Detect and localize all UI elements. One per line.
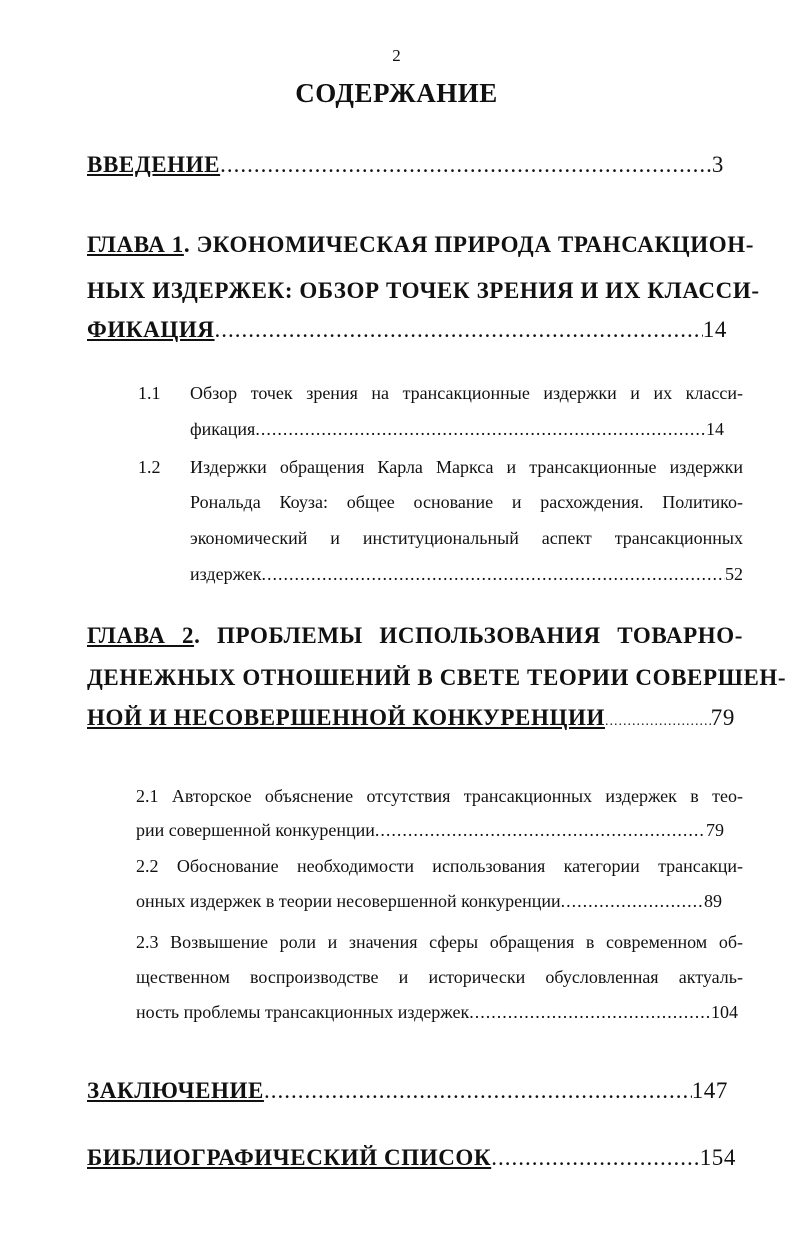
section-1-2-line1[interactable]: Издержки обращения Карла Маркса и трансакционные издержки xyxy=(190,457,743,477)
chapter1-line3-text: ФИКАЦИЯ xyxy=(87,317,215,342)
section-2-3-line1[interactable]: 2.3 Возвышение роли и значения сферы обращения в современном об- xyxy=(136,932,743,952)
section-1-2-last-text: издержек xyxy=(190,564,262,584)
dot-leader xyxy=(375,820,706,841)
toc-chapter2-line1[interactable] xyxy=(87,623,743,649)
toc-chapter2-page: 79 xyxy=(710,705,735,730)
chapter2-line1-text: . ПРОБЛЕМЫ ИСПОЛЬЗОВАНИЯ ТОВАРНО- xyxy=(194,623,743,648)
section-2-3-last[interactable] xyxy=(136,1002,738,1023)
toc-bibliography-page: 154 xyxy=(699,1145,736,1170)
section-1-2-number: 1.2 xyxy=(138,457,161,477)
toc-chapter1-page: 14 xyxy=(702,317,727,342)
section-1-1-page: 14 xyxy=(706,419,724,439)
toc-chapter2-line3[interactable] xyxy=(87,705,735,731)
section-2-3-last-text: ность проблемы трансакционных издержек xyxy=(136,1002,470,1022)
section-1-2-line2: Рональда Коуза: общее основание и расхождения. Политико- xyxy=(190,492,743,512)
chapter1-line1-text: . ЭКОНОМИЧЕСКАЯ ПРИРОДА ТРАНСАКЦИОН- xyxy=(183,232,755,257)
section-1-1-last[interactable] xyxy=(190,419,724,440)
page-number: 2 xyxy=(392,46,401,65)
toc-conclusion-page: 147 xyxy=(691,1078,728,1103)
section-2-2-page: 89 xyxy=(704,891,722,911)
toc-conclusion[interactable] xyxy=(87,1078,728,1104)
dot-leader xyxy=(491,1145,699,1171)
toc-intro-label: ВВЕДЕНИЕ xyxy=(87,152,221,177)
toc-chapter1-line3[interactable] xyxy=(87,317,727,343)
section-2-1-last-text: рии совершенной конкуренции xyxy=(136,820,375,840)
page-title: СОДЕРЖАНИЕ xyxy=(295,78,498,108)
section-2-1-page: 79 xyxy=(706,820,724,840)
section-2-3-page: 104 xyxy=(711,1002,738,1022)
toc-intro-page: 3 xyxy=(711,152,724,177)
dot-leader xyxy=(262,564,726,585)
chapter2-line3-text: НОЙ И НЕСОВЕРШЕННОЙ КОНКУРЕНЦИИ xyxy=(87,705,605,730)
dot-leader xyxy=(220,152,712,178)
section-2-1-line1[interactable]: 2.1 Авторское объяснение отсутствия трансакционных издержек в тео- xyxy=(136,786,743,806)
section-1-2-page: 52 xyxy=(725,564,743,584)
toc-chapter1-line1[interactable] xyxy=(87,232,755,258)
chapter1-prefix: ГЛАВА 1 xyxy=(87,232,184,257)
chapter2-prefix: ГЛАВА 2 xyxy=(87,623,195,648)
section-2-2-last[interactable] xyxy=(136,891,722,912)
section-1-2-line3: экономический и институциональный аспект трансакционных xyxy=(190,528,743,548)
dot-leader xyxy=(605,714,711,730)
section-2-2-last-text: онных издержек в теории несовершенной конкуренции xyxy=(136,891,561,911)
toc-chapter1-line2: НЫХ ИЗДЕРЖЕК: ОБЗОР ТОЧЕК ЗРЕНИЯ И ИХ КЛАССИ- xyxy=(87,278,760,303)
section-2-3-line2: щественном воспроизводстве и исторически обусловленная актуаль- xyxy=(136,967,743,987)
section-1-1-line1[interactable]: Обзор точек зрения на трансакционные издержки и их класси- xyxy=(190,383,743,403)
toc-bibliography[interactable] xyxy=(87,1145,736,1171)
dot-leader xyxy=(469,1002,711,1023)
section-2-2-line1[interactable]: 2.2 Обоснование необходимости использования категории трансакци- xyxy=(136,856,743,876)
section-1-1-last-text: фикация xyxy=(190,419,256,439)
toc-intro[interactable] xyxy=(87,152,724,178)
dot-leader xyxy=(215,317,703,343)
section-2-1-last[interactable] xyxy=(136,820,724,841)
toc-conclusion-label: ЗАКЛЮЧЕНИЕ xyxy=(87,1078,264,1103)
section-1-1-number: 1.1 xyxy=(138,383,161,403)
dot-leader xyxy=(255,419,706,440)
toc-chapter2-line2: ДЕНЕЖНЫХ ОТНОШЕНИЙ В СВЕТЕ ТЕОРИИ СОВЕРШЕН- xyxy=(87,665,787,690)
section-1-2-last[interactable] xyxy=(190,564,743,585)
dot-leader xyxy=(561,891,704,912)
toc-bibliography-label: БИБЛИОГРАФИЧЕСКИЙ СПИСОК xyxy=(87,1145,492,1170)
dot-leader xyxy=(264,1078,692,1104)
